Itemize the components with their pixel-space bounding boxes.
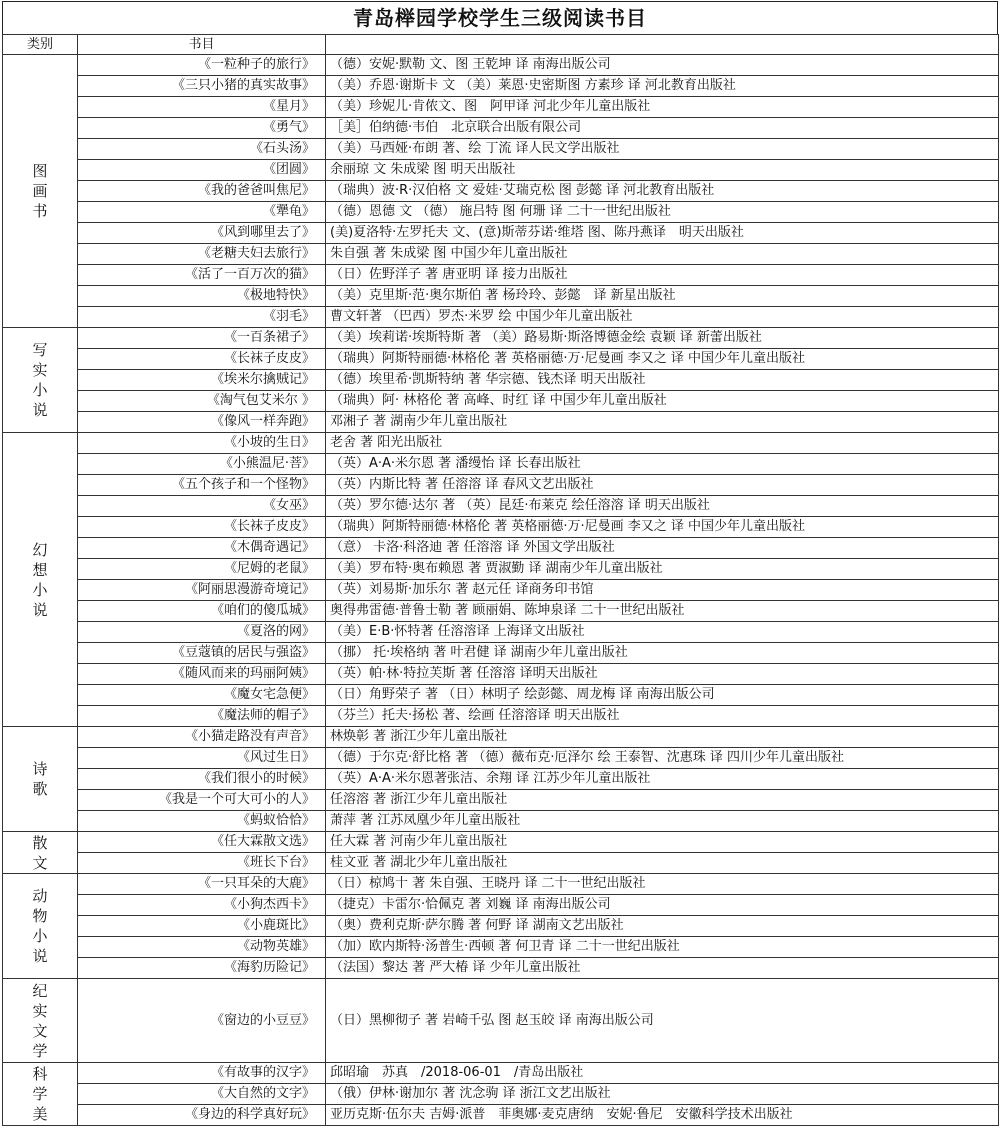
book-info: （日）角野荣子 著 （日）林明子 绘彭懿、周龙梅 译 南海出版公司 [326,685,999,706]
table-row [3,265,999,286]
book-info: （德）安妮·默勒 文、图 王乾坤 译 南海出版公司 [326,55,999,76]
category-cell [3,832,78,874]
category-char: 纪 [32,981,48,1000]
book-title: 《淘气包艾米尔 》 [78,391,326,412]
table-row [3,244,999,265]
category-char: 画 [32,182,48,200]
book-info: （俄）伊林·谢加尔 著 沈念驹 译 浙江文艺出版社 [326,1084,999,1105]
header-info [326,35,999,55]
category-char: 文 [32,853,48,872]
table-row [3,664,999,685]
category-char: 诗 [32,760,48,778]
table-row [3,538,999,559]
book-info: 老舍 著 阳光出版社 [326,433,999,454]
category-char: 科 [32,1065,48,1083]
category-char: 幻 [32,540,48,559]
table-row [3,118,999,139]
book-info: （日）椋鸠十 著 朱自强、王晓丹 译 二十一世纪出版社 [326,874,999,895]
table-row [3,811,999,832]
table-row [3,559,999,580]
table-row [3,496,999,517]
table-row [3,475,999,496]
table-row [3,874,999,895]
book-info: （加）欧内斯特·汤普生·西顿 著 何卫青 译 二十一世纪出版社 [326,937,999,958]
table-row [3,433,999,454]
book-info: （美）珍妮儿·肯侬文、图 阿甲译 河北少年儿童出版社 [326,97,999,118]
book-info: （英）罗尔德·达尔 著 （英）昆廷·布莱克 绘任溶溶 译 明天出版社 [326,496,999,517]
book-info: 曹文轩著 （巴西）罗杰·米罗 绘 中国少年儿童出版社 [326,307,999,328]
book-title: 《窗边的小豆豆》 [78,979,326,1063]
reading-list-sheet [2,1,998,1123]
book-info: 余丽琼 文 朱成梁 图 明天出版社 [326,160,999,181]
book-info: （英）A·A·米尔恩著张洁、余翔 译 江苏少年儿童出版社 [326,769,999,790]
table-row [3,790,999,811]
table-row [3,286,999,307]
category-char: 实 [32,361,48,379]
book-title: 《尼姆的老鼠》 [78,559,326,580]
book-title: 《石头汤》 [78,139,326,160]
table-row [3,727,999,748]
book-title: 《我们很小的时候》 [78,769,326,790]
book-title: 《星月》 [78,97,326,118]
table-row [3,412,999,433]
table-row [3,643,999,664]
category-char: 书 [32,202,48,220]
table-row [3,202,999,223]
table-row [3,580,999,601]
table-row [3,370,999,391]
book-info: （英）A·A·米尔恩 著 潘缦怡 译 长春出版社 [326,454,999,475]
table-row [3,160,999,181]
table-row [3,349,999,370]
table-row [3,1084,999,1105]
table-row [3,1105,999,1126]
category-cell [3,979,78,1063]
book-title: 《小狗杰西卡》 [78,895,326,916]
book-title: 《豆蔻镇的居民与强盗》 [78,643,326,664]
book-info: （奥）费利克斯·萨尔腾 著 何野 译 湖南文艺出版社 [326,916,999,937]
table-row [3,1063,999,1084]
book-info: (美)夏洛特·左罗托夫 文、(意)斯蒂芬诺·维塔 图、陈丹燕译 明天出版社 [326,223,999,244]
table-row [3,979,999,1063]
book-info: （美）克里斯·范·奥尔斯伯 著 杨玲玲、彭懿 译 新星出版社 [326,286,999,307]
category-char: 小 [32,927,48,945]
book-title: 《夏洛的网》 [78,622,326,643]
book-info: （美）E·B·怀特著 任溶溶译 上海译文出版社 [326,622,999,643]
category-char: 学 [32,1041,48,1060]
book-info: （瑞典）阿斯特丽德·林格伦 著 英格丽德·万·尼曼画 李又之 译 中国少年儿童出版社 [326,349,999,370]
table-row [3,685,999,706]
book-title: 《活了一百万次的猫》 [78,265,326,286]
book-title: 《动物英雄》 [78,937,326,958]
book-title: 《一只耳朵的大鹿》 [78,874,326,895]
book-title: 《犟龟》 [78,202,326,223]
category-char: 物 [32,907,48,925]
category-cell [3,874,78,979]
book-title: 《任大霖散文选》 [78,832,326,853]
table-row [3,307,999,328]
table-row [3,391,999,412]
book-info: 任溶溶 著 浙江少年儿童出版社 [326,790,999,811]
book-info: 亚历克斯·伍尔夫 吉姆·派普 菲奥娜·麦克唐纳 安妮·鲁尼 安徽科学技术出版社 [326,1105,999,1126]
book-title: 《勇气》 [78,118,326,139]
book-info: （瑞典）阿· 林格伦 著 高峰、时红 译 中国少年儿童出版社 [326,391,999,412]
header-book: 书目 [78,35,326,55]
category-char: 图 [32,162,48,180]
table-row [3,97,999,118]
book-info: 林焕彰 著 浙江少年儿童出版社 [326,727,999,748]
book-info: （英）刘易斯·加乐尔 著 赵元任 译商务印书馆 [326,580,999,601]
book-title: 《小猫走路没有声音》 [78,727,326,748]
book-info: （德）恩德 文 （德） 施吕特 图 何珊 译 二十一世纪出版社 [326,202,999,223]
book-info: （美）乔恩·谢斯卡 文 （美）莱恩·史密斯图 方素珍 译 河北教育出版社 [326,76,999,97]
book-info: （英）帕·林·特拉芙斯 著 任溶溶 译明天出版社 [326,664,999,685]
book-title: 《团圆》 [78,160,326,181]
book-title: 《魔女宅急便》 [78,685,326,706]
book-title: 《我的爸爸叫焦尼》 [78,181,326,202]
book-info: 桂文亚 著 湖北少年儿童出版社 [326,853,999,874]
book-info: 任大霖 著 河南少年儿童出版社 [326,832,999,853]
category-char: 歌 [32,780,48,798]
book-title: 《木偶奇遇记》 [78,538,326,559]
table-row [3,76,999,97]
book-title: 《一粒种子的旅行》 [78,55,326,76]
book-title: 《班长下台》 [78,853,326,874]
book-title: 《随风而来的玛丽阿姨》 [78,664,326,685]
category-char: 学 [32,1085,48,1103]
book-title: 《风到哪里去了》 [78,223,326,244]
category-cell [3,55,78,328]
book-title: 《海豹历险记》 [78,958,326,979]
book-title: 《极地特快》 [78,286,326,307]
table-row [3,958,999,979]
book-title: 《埃米尔擒贼记》 [78,370,326,391]
book-title: 《咱们的傻瓜城》 [78,601,326,622]
book-info: （瑞典）阿斯特丽德·林格伦 著 英格丽德·万·尼曼画 李又之 译 中国少年儿童出版社 [326,517,999,538]
book-title: 《大自然的文字》 [78,1084,326,1105]
table-row [3,181,999,202]
category-char: 想 [32,560,48,579]
book-info: （法国）黎达 著 严大椿 译 少年儿童出版社 [326,958,999,979]
book-info: （挪） 托·埃格纳 著 叶君健 译 湖南少年儿童出版社 [326,643,999,664]
sheet-title: 青岛榉园学校学生三级阅读书目 [2,1,998,34]
book-info: 朱自强 著 朱成梁 图 中国少年儿童出版社 [326,244,999,265]
table-row [3,328,999,349]
category-cell [3,433,78,727]
category-cell [3,727,78,832]
book-title: 《阿丽思漫游奇境记》 [78,580,326,601]
table-row [3,916,999,937]
book-title: 《一百条裙子》 [78,328,326,349]
table-row [3,706,999,727]
table-row [3,895,999,916]
book-title: 《长袜子皮皮》 [78,349,326,370]
book-table [2,34,999,1126]
book-info: （意） 卡洛·科洛迪 著 任溶溶 译 外国文学出版社 [326,538,999,559]
category-cell [3,328,78,433]
category-char: 散 [32,833,48,852]
book-title: 《身边的科学真好玩》 [78,1105,326,1126]
book-info: （德）埃里希·凯斯特纳 著 华宗德、钱杰译 明天出版社 [326,370,999,391]
book-title: 《长袜子皮皮》 [78,517,326,538]
book-title: 《魔法师的帽子》 [78,706,326,727]
table-row [3,55,999,76]
book-title: 《小鹿斑比》 [78,916,326,937]
book-title: 《羽毛》 [78,307,326,328]
table-row [3,517,999,538]
table-row [3,223,999,244]
category-char: 动 [32,887,48,905]
book-info: （日）佐野洋子 著 唐亚明 译 接力出版社 [326,265,999,286]
table-row [3,454,999,475]
book-title: 《女巫》 [78,496,326,517]
book-title: 《小坡的生日》 [78,433,326,454]
category-char: 说 [32,401,48,419]
book-info: （捷克）卡雷尔·恰佩克 著 刘巍 译 南海出版公司 [326,895,999,916]
book-title: 《有故事的汉字》 [78,1063,326,1084]
table-row [3,601,999,622]
book-info: （德）于尔克·舒比格 著 （德）薇布克·厄泽尔 绘 王泰智、沈惠珠 译 四川少年儿童出版社 [326,748,999,769]
category-char: 写 [32,341,48,359]
header-category: 类别 [3,35,78,55]
category-char: 文 [32,1021,48,1040]
book-info: （美）马西娅·布朗 著、绘 丁流 译人民文学出版社 [326,139,999,160]
category-cell [3,1063,78,1126]
book-info: 邱昭瑜 苏真 /2018-06-01 /青岛出版社 [326,1063,999,1084]
book-title: 《风过生日》 [78,748,326,769]
table-body [3,55,999,1126]
book-info: （瑞典）波·R·汉伯格 文 爱娃·艾瑞克松 图 彭懿 译 河北教育出版社 [326,181,999,202]
category-char: 实 [32,1001,48,1020]
book-title: 《小熊温尼·菩》 [78,454,326,475]
book-info: 邓湘子 著 湖南少年儿童出版社 [326,412,999,433]
category-char: 小 [32,580,48,599]
book-info: （日）黑柳彻子 著 岩崎千弘 图 赵玉皎 译 南海出版公司 [326,979,999,1063]
book-info: 萧萍 著 江苏凤凰少年儿童出版社 [326,811,999,832]
table-row [3,832,999,853]
category-char: 说 [32,947,48,965]
book-info: 奥得弗雷德·普鲁士勒 著 顾丽娟、陈坤泉译 二十一世纪出版社 [326,601,999,622]
table-row [3,937,999,958]
category-char: 说 [32,600,48,619]
book-info: （芬兰）托夫·扬松 著、绘画 任溶溶译 明天出版社 [326,706,999,727]
table-row [3,769,999,790]
book-info: （美）埃莉诺·埃斯特斯 著 （美）路易斯·斯洛博德金绘 袁颖 译 新蕾出版社 [326,328,999,349]
book-info: ［美］伯纳德·韦伯 北京联合出版有限公司 [326,118,999,139]
table-row [3,748,999,769]
book-title: 《像风一样奔跑》 [78,412,326,433]
header-row [3,35,999,55]
book-title: 《我是一个可大可小的人》 [78,790,326,811]
category-char: 小 [32,381,48,399]
table-row [3,853,999,874]
book-title: 《三只小猪的真实故事》 [78,76,326,97]
book-title: 《五个孩子和一个怪物》 [78,475,326,496]
book-info: （英）内斯比特 著 任溶溶 译 春风文艺出版社 [326,475,999,496]
book-title: 《老糖夫妇去旅行》 [78,244,326,265]
table-row [3,622,999,643]
table-row [3,139,999,160]
book-info: （美）罗布特·奥布赖恩 著 贾淑勤 译 湖南少年儿童出版社 [326,559,999,580]
book-title: 《蚂蚁恰恰》 [78,811,326,832]
category-char: 美 [32,1105,48,1123]
